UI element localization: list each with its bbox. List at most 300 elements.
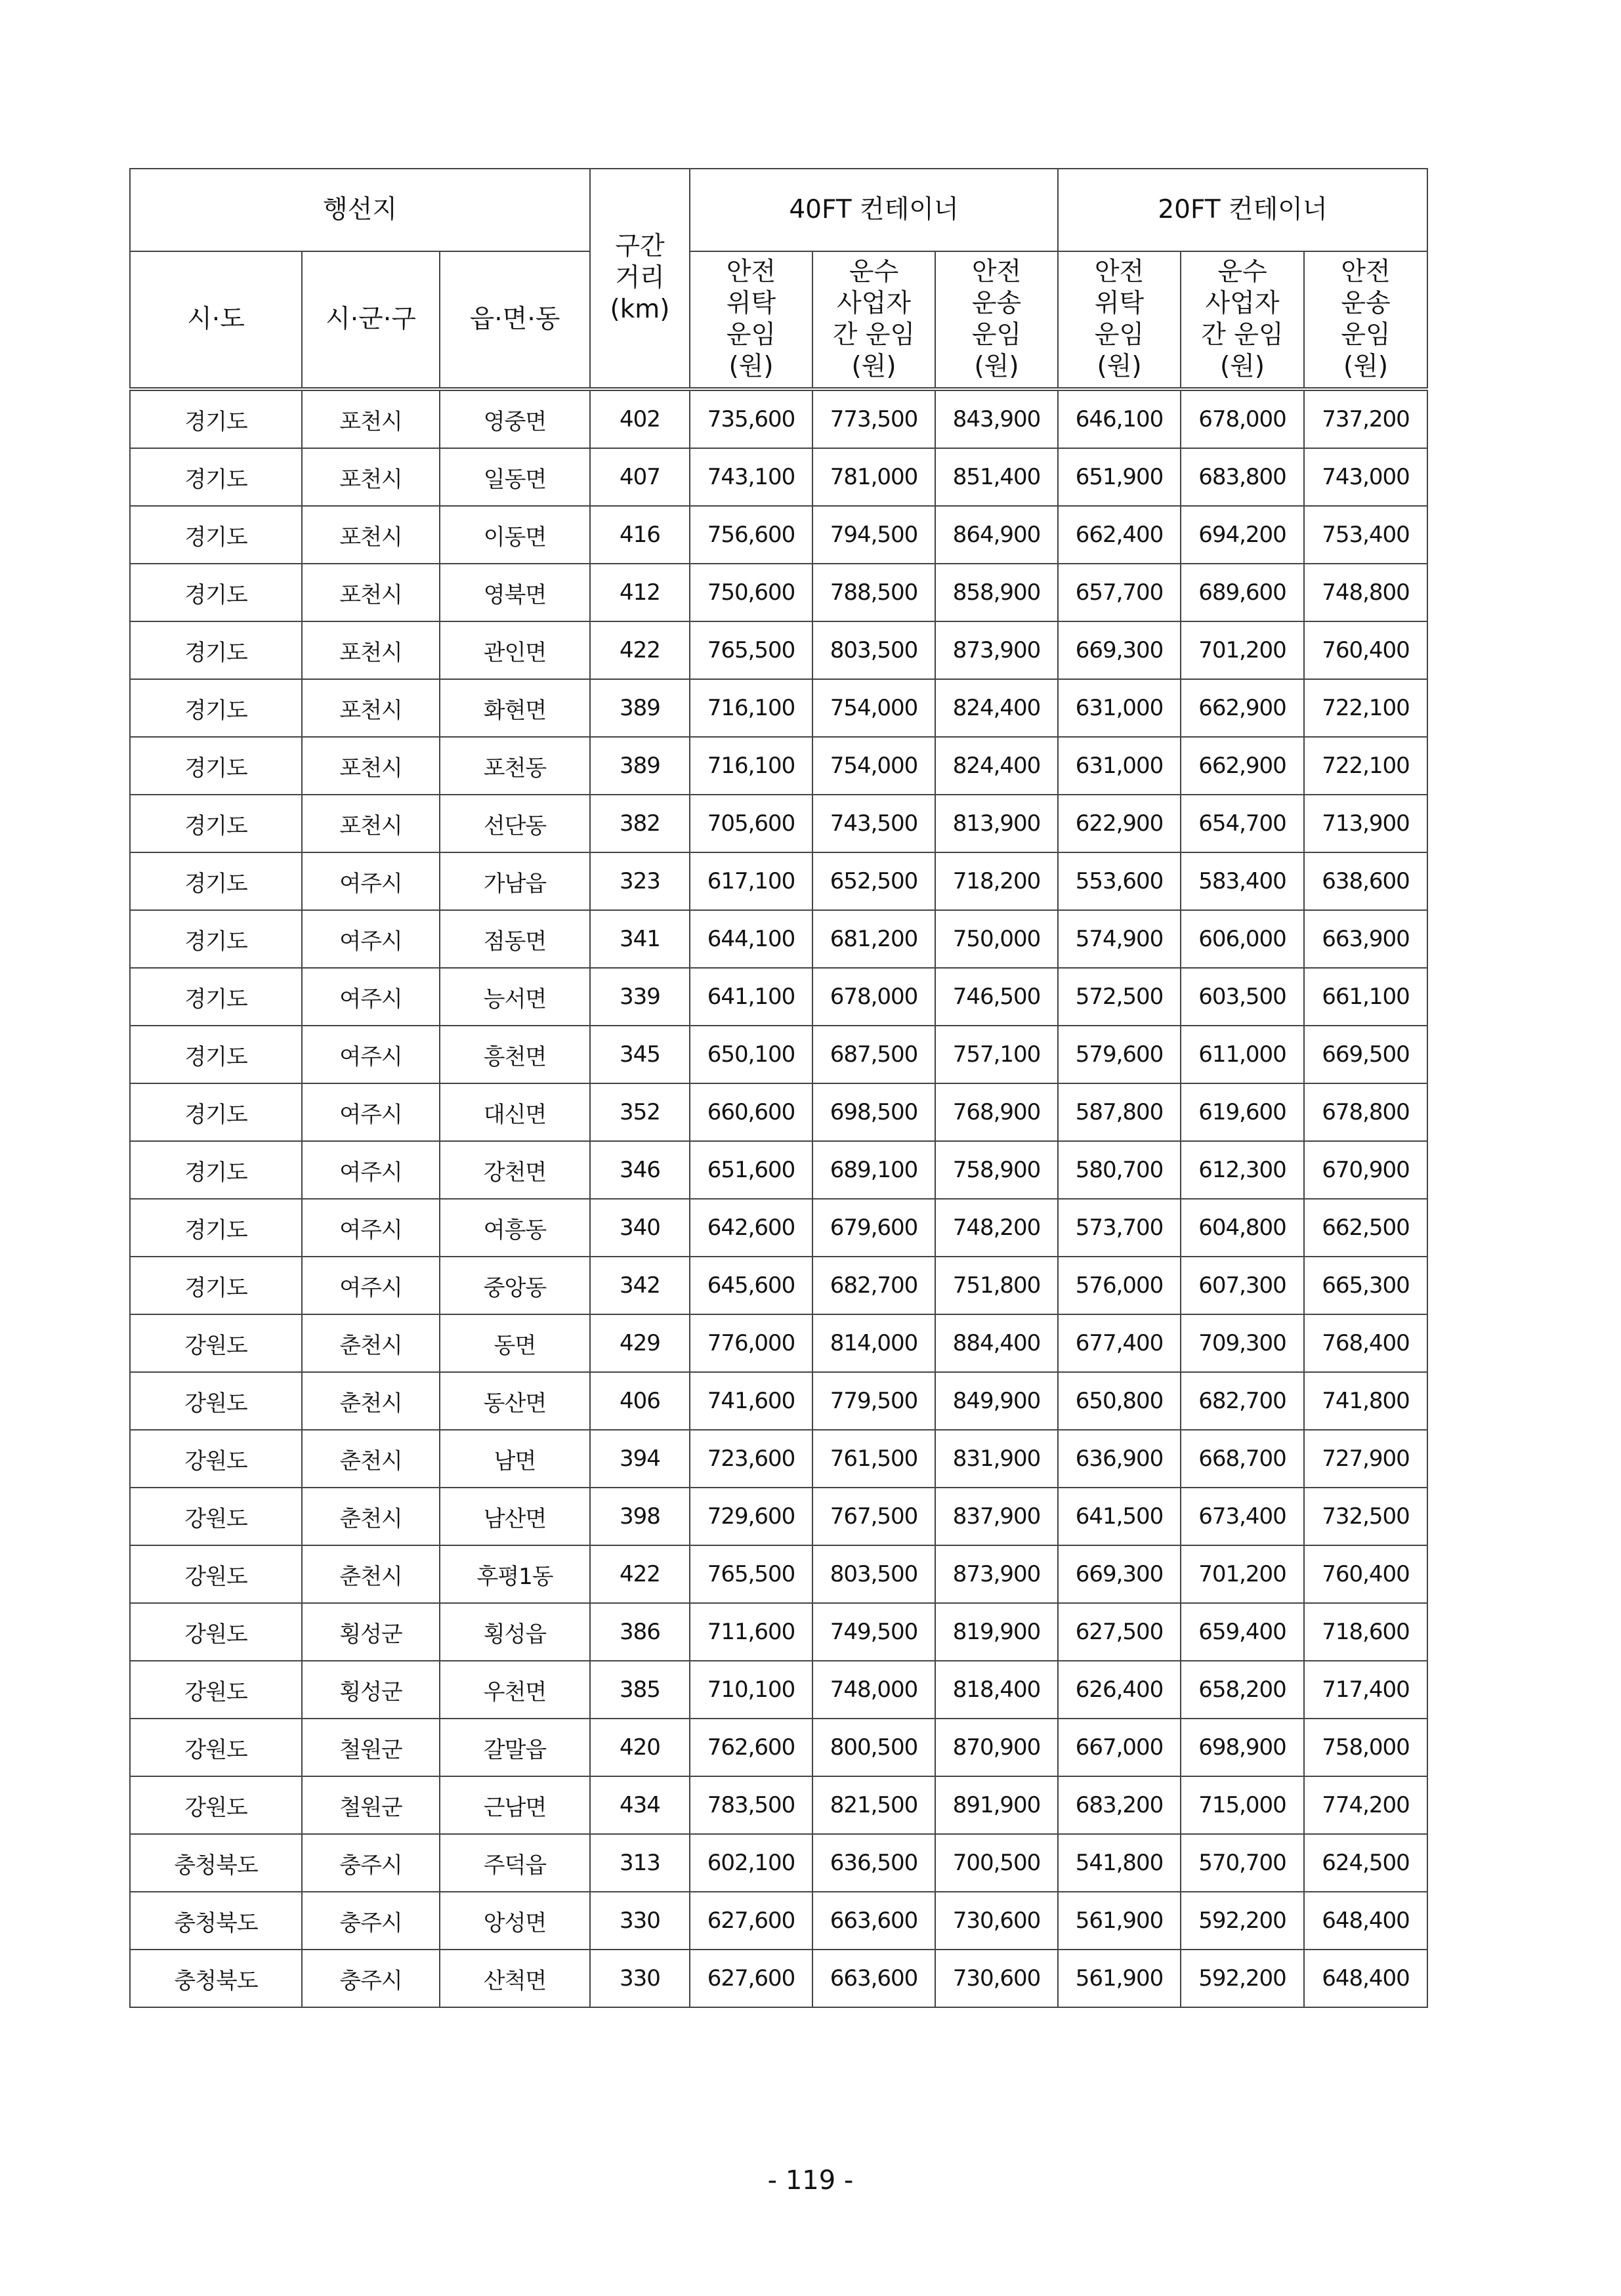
table-cell: 662,900 <box>1181 737 1304 795</box>
table-cell: 741,600 <box>690 1372 812 1430</box>
table-cell: 767,500 <box>812 1488 935 1545</box>
table-cell: 동산면 <box>440 1372 590 1430</box>
table-cell: 864,900 <box>935 506 1058 564</box>
table-cell: 경기도 <box>130 968 302 1026</box>
table-cell: 669,500 <box>1304 1026 1427 1083</box>
table-cell: 709,300 <box>1181 1314 1304 1372</box>
table-row <box>130 389 1427 448</box>
table-cell: 648,400 <box>1304 1892 1427 1950</box>
table-cell: 흥천면 <box>440 1026 590 1083</box>
table-cell: 여주시 <box>302 852 440 910</box>
table-cell: 783,500 <box>690 1776 812 1834</box>
table-cell: 경기도 <box>130 910 302 968</box>
table-cell: 389 <box>590 679 690 737</box>
table-cell: 612,300 <box>1181 1141 1304 1199</box>
table-cell: 대신면 <box>440 1083 590 1141</box>
table-cell: 남면 <box>440 1430 590 1488</box>
table-cell: 횡성군 <box>302 1603 440 1661</box>
table-cell: 402 <box>590 389 690 448</box>
table-cell: 821,500 <box>812 1776 935 1834</box>
table-cell: 근남면 <box>440 1776 590 1834</box>
header-40ft-safe-consign: 안전 위탁 운임 (원) <box>690 251 812 389</box>
header-eupmyeondong: 읍·면·동 <box>440 251 590 389</box>
table-cell: 648,400 <box>1304 1950 1427 2007</box>
table-cell: 718,200 <box>935 852 1058 910</box>
table-cell: 541,800 <box>1058 1834 1181 1892</box>
table-cell: 646,100 <box>1058 389 1181 448</box>
table-cell: 762,600 <box>690 1719 812 1776</box>
table-cell: 650,800 <box>1058 1372 1181 1430</box>
table-cell: 800,500 <box>812 1719 935 1776</box>
header-20ft-safe-transport: 안전 운송 운임 (원) <box>1304 251 1427 389</box>
table-cell: 768,900 <box>935 1083 1058 1141</box>
table-cell: 416 <box>590 506 690 564</box>
table-row <box>130 737 1427 795</box>
table-cell: 420 <box>590 1719 690 1776</box>
header-sido: 시·도 <box>130 251 302 389</box>
table-cell: 경기도 <box>130 795 302 852</box>
table-row <box>130 1776 1427 1834</box>
table-cell: 583,400 <box>1181 852 1304 910</box>
table-cell: 717,400 <box>1304 1661 1427 1719</box>
table-cell: 관인면 <box>440 621 590 679</box>
table-cell: 636,500 <box>812 1834 935 1892</box>
table-cell: 경기도 <box>130 1026 302 1083</box>
table-cell: 충주시 <box>302 1834 440 1892</box>
table-cell: 경기도 <box>130 1199 302 1257</box>
table-cell: 743,000 <box>1304 448 1427 506</box>
table-cell: 670,900 <box>1304 1141 1427 1199</box>
table-cell: 592,200 <box>1181 1950 1304 2007</box>
table-cell: 651,600 <box>690 1141 812 1199</box>
table-cell: 662,400 <box>1058 506 1181 564</box>
table-cell: 751,800 <box>935 1257 1058 1314</box>
table-row <box>130 1257 1427 1314</box>
table-cell: 경기도 <box>130 1141 302 1199</box>
table-cell: 강원도 <box>130 1545 302 1603</box>
table-cell: 774,200 <box>1304 1776 1427 1834</box>
table-cell: 884,400 <box>935 1314 1058 1372</box>
table-cell: 758,000 <box>1304 1719 1427 1776</box>
table-cell: 422 <box>590 1545 690 1603</box>
table-row <box>130 1661 1427 1719</box>
table-cell: 873,900 <box>935 1545 1058 1603</box>
table-cell: 중앙동 <box>440 1257 590 1314</box>
table-cell: 충청북도 <box>130 1892 302 1950</box>
table-cell: 824,400 <box>935 737 1058 795</box>
table-cell: 803,500 <box>812 621 935 679</box>
table-cell: 여주시 <box>302 1083 440 1141</box>
table-cell: 824,400 <box>935 679 1058 737</box>
table-cell: 700,500 <box>935 1834 1058 1892</box>
table-cell: 407 <box>590 448 690 506</box>
table-cell: 603,500 <box>1181 968 1304 1026</box>
table-cell: 701,200 <box>1181 1545 1304 1603</box>
table-cell: 346 <box>590 1141 690 1199</box>
table-cell: 679,600 <box>812 1199 935 1257</box>
header-40ft-safe-transport: 안전 운송 운임 (원) <box>935 251 1058 389</box>
table-cell: 춘천시 <box>302 1545 440 1603</box>
table-cell: 611,000 <box>1181 1026 1304 1083</box>
table-cell: 622,900 <box>1058 795 1181 852</box>
table-cell: 경기도 <box>130 679 302 737</box>
table-cell: 870,900 <box>935 1719 1058 1776</box>
table-cell: 일동면 <box>440 448 590 506</box>
table-cell: 663,600 <box>812 1892 935 1950</box>
table-cell: 604,800 <box>1181 1199 1304 1257</box>
table-cell: 394 <box>590 1430 690 1488</box>
table-cell: 574,900 <box>1058 910 1181 968</box>
table-cell: 694,200 <box>1181 506 1304 564</box>
table-cell: 323 <box>590 852 690 910</box>
table-cell: 873,900 <box>935 621 1058 679</box>
table-cell: 춘천시 <box>302 1314 440 1372</box>
table-cell: 341 <box>590 910 690 968</box>
table-cell: 포천시 <box>302 737 440 795</box>
table-cell: 644,100 <box>690 910 812 968</box>
table-cell: 342 <box>590 1257 690 1314</box>
table-cell: 718,600 <box>1304 1603 1427 1661</box>
table-cell: 627,500 <box>1058 1603 1181 1661</box>
table-cell: 659,400 <box>1181 1603 1304 1661</box>
table-cell: 여주시 <box>302 1199 440 1257</box>
table-cell: 406 <box>590 1372 690 1430</box>
table-cell: 충청북도 <box>130 1834 302 1892</box>
table-cell: 754,000 <box>812 679 935 737</box>
table-cell: 572,500 <box>1058 968 1181 1026</box>
table-cell: 765,500 <box>690 1545 812 1603</box>
table-cell: 횡성읍 <box>440 1603 590 1661</box>
table-cell: 철원군 <box>302 1776 440 1834</box>
table-cell: 624,500 <box>1304 1834 1427 1892</box>
table-cell: 충주시 <box>302 1950 440 2007</box>
table-cell: 330 <box>590 1892 690 1950</box>
table-cell: 741,800 <box>1304 1372 1427 1430</box>
table-cell: 661,100 <box>1304 968 1427 1026</box>
table-cell: 382 <box>590 795 690 852</box>
table-cell: 636,900 <box>1058 1430 1181 1488</box>
table-cell: 658,200 <box>1181 1661 1304 1719</box>
table-cell: 포천시 <box>302 564 440 621</box>
table-cell: 698,500 <box>812 1083 935 1141</box>
table-cell: 710,100 <box>690 1661 812 1719</box>
table-cell: 422 <box>590 621 690 679</box>
table-cell: 749,500 <box>812 1603 935 1661</box>
table-cell: 849,900 <box>935 1372 1058 1430</box>
table-cell: 주덕읍 <box>440 1834 590 1892</box>
table-cell: 충주시 <box>302 1892 440 1950</box>
table-cell: 654,700 <box>1181 795 1304 852</box>
table-cell: 711,600 <box>690 1603 812 1661</box>
table-cell: 앙성면 <box>440 1892 590 1950</box>
table-cell: 포천시 <box>302 795 440 852</box>
table-cell: 강원도 <box>130 1372 302 1430</box>
table-cell: 701,200 <box>1181 621 1304 679</box>
table-cell: 606,000 <box>1181 910 1304 968</box>
table-cell: 768,400 <box>1304 1314 1427 1372</box>
table-cell: 여주시 <box>302 1257 440 1314</box>
table-cell: 592,200 <box>1181 1892 1304 1950</box>
table-cell: 683,800 <box>1181 448 1304 506</box>
table-cell: 춘천시 <box>302 1372 440 1430</box>
table-cell: 843,900 <box>935 389 1058 448</box>
table-cell: 660,600 <box>690 1083 812 1141</box>
header-20ft: 20FT 컨테이너 <box>1058 169 1427 251</box>
table-cell: 후평1동 <box>440 1545 590 1603</box>
table-cell: 여주시 <box>302 910 440 968</box>
header-distance: 구간 거리 (km) <box>590 169 690 389</box>
table-cell: 429 <box>590 1314 690 1372</box>
table-cell: 포천시 <box>302 448 440 506</box>
table-cell: 760,400 <box>1304 1545 1427 1603</box>
table-cell: 748,000 <box>812 1661 935 1719</box>
header-40ft-between-carriers: 운수 사업자 간 운임 (원) <box>812 251 935 389</box>
table-cell: 화현면 <box>440 679 590 737</box>
table-cell: 652,500 <box>812 852 935 910</box>
table-cell: 756,600 <box>690 506 812 564</box>
table-cell: 340 <box>590 1199 690 1257</box>
table-cell: 678,000 <box>812 968 935 1026</box>
table-cell: 683,200 <box>1058 1776 1181 1834</box>
table-cell: 831,900 <box>935 1430 1058 1488</box>
table-row <box>130 968 1427 1026</box>
header-20ft-safe-consign: 안전 위탁 운임 (원) <box>1058 251 1181 389</box>
table-row <box>130 795 1427 852</box>
table-cell: 561,900 <box>1058 1892 1181 1950</box>
table-cell: 남산면 <box>440 1488 590 1545</box>
table-cell: 횡성군 <box>302 1661 440 1719</box>
table-cell: 814,000 <box>812 1314 935 1372</box>
table-cell: 748,800 <box>1304 564 1427 621</box>
table-cell: 641,100 <box>690 968 812 1026</box>
table-row <box>130 564 1427 621</box>
table-cell: 723,600 <box>690 1430 812 1488</box>
page-number: - 119 - <box>767 2165 854 2196</box>
table-row <box>130 1603 1427 1661</box>
table-cell: 754,000 <box>812 737 935 795</box>
table-cell: 737,200 <box>1304 389 1427 448</box>
table-cell: 705,600 <box>690 795 812 852</box>
table-cell: 722,100 <box>1304 737 1427 795</box>
table-row <box>130 1083 1427 1141</box>
table-row <box>130 679 1427 737</box>
table-cell: 760,400 <box>1304 621 1427 679</box>
table-cell: 851,400 <box>935 448 1058 506</box>
table-cell: 761,500 <box>812 1430 935 1488</box>
table-cell: 667,000 <box>1058 1719 1181 1776</box>
table-cell: 포천동 <box>440 737 590 795</box>
table-cell: 경기도 <box>130 1257 302 1314</box>
table-cell: 경기도 <box>130 621 302 679</box>
fare-table <box>129 168 1428 2008</box>
table-cell: 여주시 <box>302 1026 440 1083</box>
table-cell: 561,900 <box>1058 1950 1181 2007</box>
table-cell: 716,100 <box>690 679 812 737</box>
table-cell: 능서면 <box>440 968 590 1026</box>
table-row <box>130 1834 1427 1892</box>
table-cell: 강원도 <box>130 1776 302 1834</box>
table-cell: 강원도 <box>130 1430 302 1488</box>
table-cell: 경기도 <box>130 737 302 795</box>
table-cell: 678,800 <box>1304 1083 1427 1141</box>
table-cell: 573,700 <box>1058 1199 1181 1257</box>
table-cell: 강원도 <box>130 1719 302 1776</box>
table-cell: 춘천시 <box>302 1430 440 1488</box>
header-20ft-between-carriers: 운수 사업자 간 운임 (원) <box>1181 251 1304 389</box>
table-cell: 579,600 <box>1058 1026 1181 1083</box>
table-row <box>130 1199 1427 1257</box>
table-cell: 657,700 <box>1058 564 1181 621</box>
table-cell: 650,100 <box>690 1026 812 1083</box>
table-cell: 626,400 <box>1058 1661 1181 1719</box>
table-cell: 669,300 <box>1058 1545 1181 1603</box>
table-cell: 727,900 <box>1304 1430 1427 1488</box>
table-cell: 642,600 <box>690 1199 812 1257</box>
table-cell: 우천면 <box>440 1661 590 1719</box>
table-cell: 갈말읍 <box>440 1719 590 1776</box>
table-cell: 641,500 <box>1058 1488 1181 1545</box>
table-cell: 757,100 <box>935 1026 1058 1083</box>
table-cell: 386 <box>590 1603 690 1661</box>
table-row <box>130 910 1427 968</box>
table-row <box>130 1892 1427 1950</box>
table-cell: 412 <box>590 564 690 621</box>
table-cell: 경기도 <box>130 852 302 910</box>
table-cell: 선단동 <box>440 795 590 852</box>
table-cell: 773,500 <box>812 389 935 448</box>
table-cell: 313 <box>590 1834 690 1892</box>
table-cell: 743,100 <box>690 448 812 506</box>
table-cell: 강원도 <box>130 1314 302 1372</box>
table-cell: 682,700 <box>812 1257 935 1314</box>
table-cell: 748,200 <box>935 1199 1058 1257</box>
table-row <box>130 852 1427 910</box>
table-cell: 730,600 <box>935 1892 1058 1950</box>
table-cell: 678,000 <box>1181 389 1304 448</box>
header-40ft: 40FT 컨테이너 <box>690 169 1058 251</box>
table-cell: 794,500 <box>812 506 935 564</box>
table-cell: 포천시 <box>302 679 440 737</box>
header-sigungu: 시·군·구 <box>302 251 440 389</box>
table-cell: 743,500 <box>812 795 935 852</box>
table-cell: 339 <box>590 968 690 1026</box>
table-cell: 580,700 <box>1058 1141 1181 1199</box>
table-cell: 352 <box>590 1083 690 1141</box>
table-cell: 750,000 <box>935 910 1058 968</box>
table-cell: 662,900 <box>1181 679 1304 737</box>
table-cell: 682,700 <box>1181 1372 1304 1430</box>
table-cell: 858,900 <box>935 564 1058 621</box>
table-cell: 689,100 <box>812 1141 935 1199</box>
table-cell: 645,600 <box>690 1257 812 1314</box>
table-cell: 철원군 <box>302 1719 440 1776</box>
table-body <box>130 389 1427 2007</box>
table-cell: 경기도 <box>130 389 302 448</box>
table-cell: 681,200 <box>812 910 935 968</box>
table-cell: 765,500 <box>690 621 812 679</box>
table-cell: 819,900 <box>935 1603 1058 1661</box>
table-cell: 713,900 <box>1304 795 1427 852</box>
table-cell: 891,900 <box>935 1776 1058 1834</box>
table-cell: 803,500 <box>812 1545 935 1603</box>
table-cell: 점동면 <box>440 910 590 968</box>
table-cell: 732,500 <box>1304 1488 1427 1545</box>
table-cell: 776,000 <box>690 1314 812 1372</box>
table-cell: 경기도 <box>130 506 302 564</box>
table-cell: 687,500 <box>812 1026 935 1083</box>
header-destination: 행선지 <box>130 169 590 251</box>
table-row <box>130 448 1427 506</box>
table-cell: 경기도 <box>130 1083 302 1141</box>
table-cell: 553,600 <box>1058 852 1181 910</box>
table-row <box>130 1719 1427 1776</box>
table-cell: 330 <box>590 1950 690 2007</box>
table-cell: 730,600 <box>935 1950 1058 2007</box>
table-cell: 이동면 <box>440 506 590 564</box>
table-cell: 여흥동 <box>440 1199 590 1257</box>
table-cell: 경기도 <box>130 564 302 621</box>
table-cell: 715,000 <box>1181 1776 1304 1834</box>
table-row <box>130 1488 1427 1545</box>
table-cell: 746,500 <box>935 968 1058 1026</box>
table-cell: 영중면 <box>440 389 590 448</box>
table-cell: 631,000 <box>1058 737 1181 795</box>
table-cell: 570,700 <box>1181 1834 1304 1892</box>
table-row <box>130 1372 1427 1430</box>
table-cell: 753,400 <box>1304 506 1427 564</box>
table-cell: 716,100 <box>690 737 812 795</box>
table-cell: 813,900 <box>935 795 1058 852</box>
table-cell: 698,900 <box>1181 1719 1304 1776</box>
table-cell: 영북면 <box>440 564 590 621</box>
table-cell: 729,600 <box>690 1488 812 1545</box>
table-cell: 포천시 <box>302 389 440 448</box>
table-row <box>130 1430 1427 1488</box>
table-cell: 617,100 <box>690 852 812 910</box>
table-cell: 산척면 <box>440 1950 590 2007</box>
table-cell: 668,700 <box>1181 1430 1304 1488</box>
table-cell: 779,500 <box>812 1372 935 1430</box>
table-row <box>130 506 1427 564</box>
table-cell: 602,100 <box>690 1834 812 1892</box>
table-cell: 638,600 <box>1304 852 1427 910</box>
table-row <box>130 621 1427 679</box>
table-cell: 663,900 <box>1304 910 1427 968</box>
table-cell: 662,500 <box>1304 1199 1427 1257</box>
table-cell: 788,500 <box>812 564 935 621</box>
table-cell: 673,400 <box>1181 1488 1304 1545</box>
table-cell: 663,600 <box>812 1950 935 2007</box>
table-cell: 689,600 <box>1181 564 1304 621</box>
table-cell: 398 <box>590 1488 690 1545</box>
table-cell: 충청북도 <box>130 1950 302 2007</box>
table-cell: 619,600 <box>1181 1083 1304 1141</box>
table-row <box>130 1141 1427 1199</box>
table-cell: 669,300 <box>1058 621 1181 679</box>
table-cell: 631,000 <box>1058 679 1181 737</box>
table-cell: 강원도 <box>130 1488 302 1545</box>
table-cell: 722,100 <box>1304 679 1427 737</box>
table-row <box>130 1950 1427 2007</box>
table-row <box>130 1026 1427 1083</box>
table-cell: 389 <box>590 737 690 795</box>
table-cell: 434 <box>590 1776 690 1834</box>
table-cell: 춘천시 <box>302 1488 440 1545</box>
table-cell: 665,300 <box>1304 1257 1427 1314</box>
table-cell: 포천시 <box>302 506 440 564</box>
table-cell: 627,600 <box>690 1950 812 2007</box>
table-cell: 587,800 <box>1058 1083 1181 1141</box>
